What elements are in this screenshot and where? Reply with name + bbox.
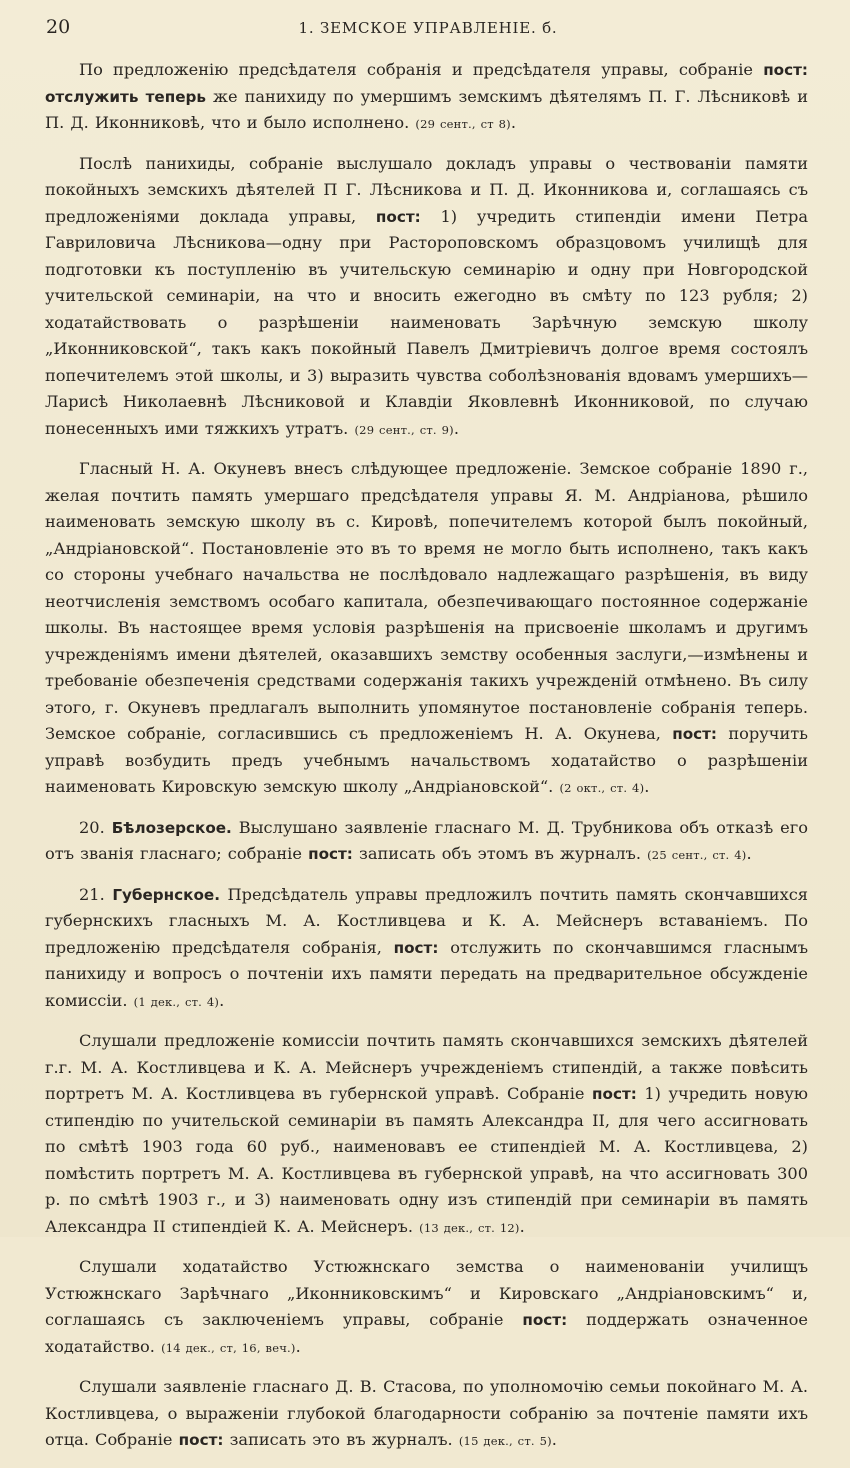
page-header: [46, 16, 810, 44]
text-span: .: [644, 777, 650, 796]
paragraph-gubernskoe: [45, 882, 808, 1016]
paragraph-stasov-statement: [45, 1374, 808, 1455]
text-span: отслужить по скончавшимся гласнымъ панихиду и вопросъ о почтеніи ихъ памяти передать на предварительное обсужденіе комиссіи.: [45, 937, 808, 1010]
text-span: Предсѣдатель управы предложилъ почтить память скончавшихся губернскихъ гласныхъ М. А. Костливцева и К. А. Мейснеръ вставаніемъ. По предложенію предсѣдателя собранія,: [45, 884, 808, 957]
journal-reference: (2 окт., ст. 4): [559, 781, 645, 795]
paragraph-okunev-proposal: [45, 456, 808, 802]
journal-reference: (1 дек., ст. 4): [133, 994, 220, 1009]
text-span: .: [551, 1430, 557, 1449]
text-span: .: [295, 1336, 301, 1356]
text-span: Послѣ панихиды, собраніе выслушало докладъ управы о чествованіи памяти покойныхъ земскихъ дѣятелей П Г. Лѣсникова и П. Д. Иконникова и, соглашаясь съ предложеніями доклада управы,: [45, 153, 808, 226]
resolution-keyword: пост:: [375, 207, 421, 226]
text-span: записать объ этомъ въ журналъ.: [352, 844, 648, 863]
journal-reference: (29 сент., ст. 9): [354, 422, 454, 437]
text-span: .: [219, 990, 225, 1010]
journal-reference: (13 дек., ст. 12): [419, 1220, 520, 1235]
text-span: Выслушано заявленіе гласнаго М. Д. Трубникова объ отказѣ его отъ званія гласнаго; собраніе: [45, 817, 808, 863]
journal-reference: (15 дек., ст. 5): [458, 1434, 552, 1448]
section-title: Губернское.: [112, 885, 220, 904]
text-span: .: [510, 113, 517, 132]
resolution-keyword: пост:: [308, 845, 353, 863]
section-title: Бѣлозерское.: [111, 818, 232, 837]
paragraph-ustyuzhna-petition: [45, 1254, 808, 1361]
text-span: .: [519, 1216, 525, 1236]
resolution-keyword: пост:: [178, 1431, 224, 1449]
resolution-keyword: пост:: [522, 1311, 568, 1329]
text-span: поручить управѣ возбудить предъ учебнымъ начальствомъ ходатайство о разрѣшеніи наименовать Кировскую земскую школу „Андріановской“.: [45, 724, 808, 796]
running-head: 1. ЗЕМСКОЕ УПРАВЛЕНІЕ. б.: [298, 19, 558, 37]
text-span: Слушали предложеніе комиссіи почтить память скончавшихся земскихъ дѣятелей г.г. М. А. Костливцева и К. А. Мейснеръ учрежденіемъ стипендій, а также повѣсить портретъ М. А. Костливцева въ губернской управѣ. Собраніе: [45, 1031, 808, 1103]
text-span: поддержать означенное ходатайство.: [45, 1310, 808, 1356]
text-span: .: [453, 418, 459, 438]
section-number: 21.: [79, 884, 113, 904]
text-span: 1) учредить стипендіи имени Петра Гавриловича Лѣсникова—одну при Растороповскомъ образцовомъ училищѣ для подготовки къ поступленію въ учительскую семинарію и одну при Новгородской учительской семинаріи, на что и вносить ежегодно въ смѣту по 123 рубля; 2) ходатайствовать о разрѣшеніи наименовать Зарѣчную земскую школу „Иконниковской“, такъ какъ покойный Павелъ Дмитріевичъ долгое время состоялъ попечителемъ этой школы, и 3) выразить чувства соболѣзнованія вдовамъ умершихъ—Ларисѣ Николаевнѣ Лѣсниковой и Клавдіи Яковлевнѣ Иконниковой, по случаю понесенныхъ ими тяжкихъ утратъ.: [45, 206, 808, 438]
text-span: 1) учредить новую стипендію по учительской семинаріи въ память Александра II, для чего ассигновать по смѣтѣ 1903 года 60 руб., наименовавъ ее стипендіей М. А. Костливцева, 2) помѣстить портретъ М. А. Костливцева въ губернской управѣ, на что ассигновать 300 р. по смѣтѣ 1903 г., и 3) наименовать одну изъ стипендій при семинаріи въ память Александра II стипендіей К. А. Мейснеръ.: [45, 1084, 808, 1236]
body-text: [45, 57, 808, 1468]
text-span: По предложенію предсѣдателя собранія и предсѣдателя управы, собраніе: [79, 60, 764, 79]
text-span: .: [746, 844, 752, 863]
paragraph-commission-proposal: [45, 1028, 808, 1241]
resolution-keyword: пост:: [592, 1085, 637, 1103]
text-span: записать это въ журналъ.: [223, 1430, 459, 1449]
journal-reference: (14 дек., ст, 16, веч.): [161, 1340, 296, 1355]
resolution-keyword: пост: отслужить теперь: [45, 61, 808, 106]
paragraph-belozerskoe: [45, 815, 808, 869]
text-span: Слушали заявленіе гласнаго Д. В. Стасова, по уполномочію семьи покойнаго М. А. Костливцева, о выраженіи глубокой благодарности собранію за почтеніе памяти ихъ отца. Собраніе: [45, 1377, 808, 1449]
text-span: Гласный Н. А. Окуневъ внесъ слѣдующее предложеніе. Земское собраніе 1890 г., желая почтить память умершаго предсѣдателя управы Я. М. Андріанова, рѣшило наименовать земскую школу въ с. Кировѣ, попечителемъ которой былъ покойный, „Андріановской“. Постановленіе это въ то время не могло быть исполнено, такъ какъ со стороны учебнаго начальства не послѣдовало надлежащаго разрѣшенія, въ виду неотчисленія земствомъ особаго капитала, обезпечивающаго постоянное содержаніе школы. Въ настоящее время условія разрѣшенія на присвоеніе школамъ и другимъ учрежденіямъ имени дѣятелей, оказавшихъ земству особенныя заслуги,—измѣнены и требованіе обезпеченія средствами содержанія такихъ учрежденій отмѣнено. Въ силу этого, г. Окуневъ предлагалъ выполнить упомянутое постановленіе собранія теперь. Земское собраніе, согласившись съ предложеніемъ Н. А. Окунева,: [45, 459, 808, 743]
page-number: 20: [46, 16, 71, 38]
journal-reference: (25 сент., ст. 4): [647, 848, 747, 862]
section-number: 20.: [79, 817, 112, 837]
text-span: же панихиду по умершимъ земскимъ дѣятелямъ П. Г. Лѣсниковѣ и П. Д. Иконниковѣ, что и было исполнено.: [45, 86, 808, 132]
text-span: Слушали ходатайство Устюжнскаго земства о наименованіи училищъ Устюжнскаго Зарѣчнаго „Иконниковскимъ“ и Кировскаго „Андріановскимъ“ и, соглашаясь съ заключеніемъ управы, собраніе: [45, 1257, 808, 1329]
resolution-keyword: пост:: [393, 938, 439, 957]
resolution-keyword: пост:: [672, 725, 718, 743]
journal-reference: (29 сент., ст 8): [415, 117, 511, 131]
paragraph-memory-honor: [45, 151, 808, 444]
paragraph-panikhida: [45, 57, 808, 138]
